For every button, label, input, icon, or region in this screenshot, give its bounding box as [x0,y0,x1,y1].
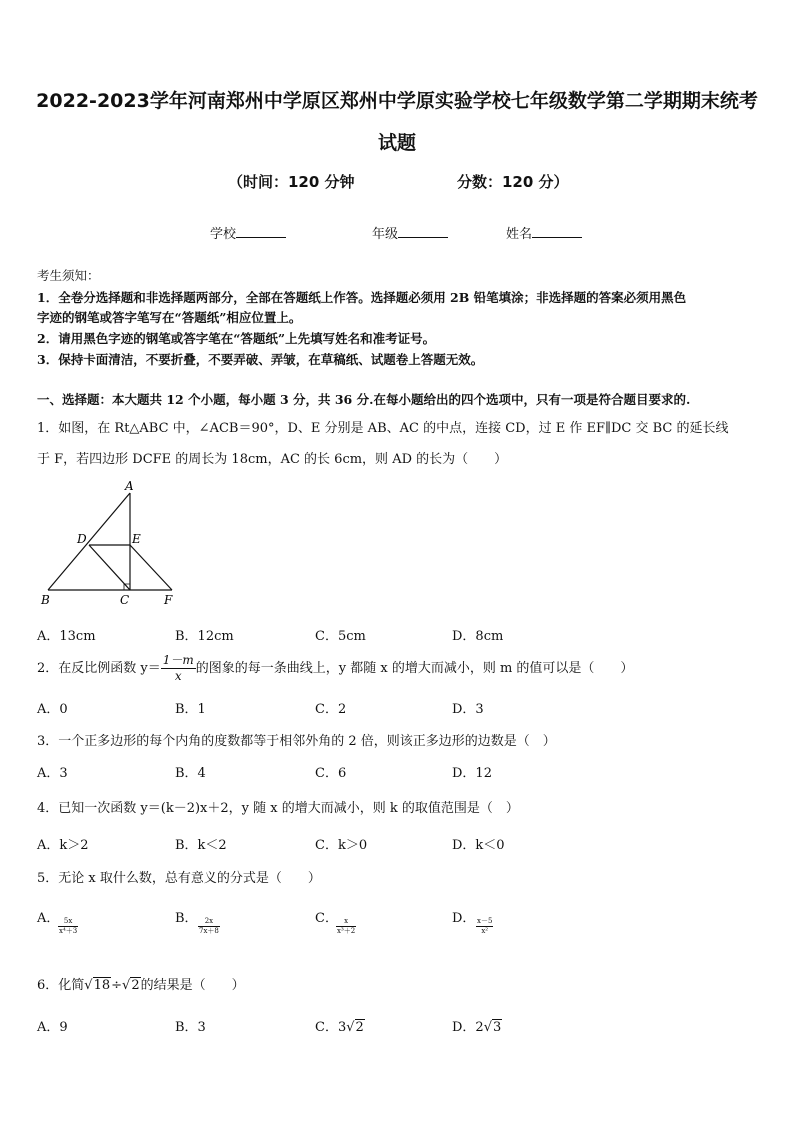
q6-divide: ÷ [111,978,123,993]
q6-suffix: 的结果是（ ） [140,978,245,993]
school-label: 学校 [210,227,237,242]
segment-ab [48,493,130,590]
q5-b-num: 2x [198,917,220,927]
q3-stem: 3．一个正多边形的每个内角的度数都等于相邻外角的 2 倍，则该正多边形的边数是（ ） [37,734,556,749]
q4-option-d: D．k＜0 [452,838,505,853]
q5-d-den: x² [481,927,489,935]
q5-option-c-label: C． [315,911,338,926]
q2-option-c: C．2 [315,702,347,717]
q1-line2: 于 F，若四边形 DCFE 的周长为 18cm，AC 的长 6cm，则 AD 的长为（ ） [37,452,508,467]
q6-option-c-root: 2 [355,1020,364,1035]
q6-option-d: D．2√3 [452,1020,502,1035]
q4-option-a: A．k＞2 [37,838,89,853]
notice-item-3: 3．保持卡面清洁，不要折叠，不要弄破、弄皱，在草稿纸、试题卷上答题无效。 [37,352,484,367]
exam-score: 分数：120 分） [457,173,569,191]
notice-item-2: 2．请用黑色字迹的钢笔或答字笔在“答题纸”上先填写姓名和准考证号。 [37,331,436,346]
q4-option-c: C．k＞0 [315,838,368,853]
school-blank [236,225,286,238]
q6-stem: 6．化简√18÷√2的结果是（ ） [37,978,245,993]
q5-option-d [452,907,475,926]
q5-option-b-fraction [198,917,220,936]
q5-d-num: x－5 [477,917,493,925]
q1-line1: 1．如图，在 Rt△ABC 中，∠ACB＝90°，D、E 分别是 AB、AC 的中点，连接 CD，过 E 作 EF∥DC 交 BC 的延长线 [37,421,729,436]
q1-option-d: D．8cm [452,629,504,644]
school-field [210,223,286,242]
q5-option-c [315,907,338,926]
q1-figure [36,480,186,610]
q5-stem: 5．无论 x 取什么数，总有意义的分式是（ ） [37,871,321,886]
q4-stem: 4．已知一次函数 y＝(k－2)x＋2，y 随 x 的增大而减小，则 k 的取值范围是（ ） [37,801,519,816]
label-a: A [125,480,134,493]
name-field [506,223,582,242]
q6-option-c: C．3√2 [315,1020,364,1035]
segment-dc [89,545,130,590]
q1-option-c: C．5cm [315,629,366,644]
q5-a-num: 5x [58,917,78,927]
segment-ef [130,545,172,590]
q2-stem [37,653,633,684]
label-b: B [41,593,50,607]
q2-frac-num: 1－m [162,653,194,667]
q4-option-b: B．k＜2 [175,838,227,853]
q5-option-b-label: B． [175,911,198,926]
notice-item-1b: 字迹的钢笔或答字笔写在“答题纸”相应位置上。 [37,310,302,325]
q5-option-d-label: D． [452,911,476,926]
q2-fraction [161,653,196,684]
q5-a-den: x⁴＋3 [59,927,78,935]
q5-option-c-fraction [336,917,356,936]
q1-option-b: B．12cm [175,629,234,644]
q2-option-b: B．1 [175,702,206,717]
q5-option-d-fraction [476,917,493,936]
label-e: E [132,532,141,546]
name-blank [532,225,582,238]
grade-label: 年级 [372,227,399,242]
exam-title-line1: 2022-2023学年河南郑州中学原区郑州中学原实验学校七年级数学第二学期期末统考 [36,90,758,112]
notice-item-1a: 1．全卷分选择题和非选择题两部分，全部在答题纸上作答。选择题必须用 2B 铅笔填涂；非选择题的答案必须用黑色 [37,290,687,305]
q6-radicand-2: 2 [131,978,140,993]
q3-option-c: C．6 [315,766,347,781]
label-d: D [77,532,87,546]
grade-blank [398,225,448,238]
label-c: C [120,593,130,607]
q3-option-a: A．3 [37,766,68,781]
q2-frac-den: x [174,669,182,683]
q5-c-num: x [336,917,356,927]
q6-option-a: A．9 [37,1020,68,1035]
q6-option-d-label: D．2 [452,1020,484,1035]
grade-field [372,223,448,242]
q6-option-b: B．3 [175,1020,206,1035]
q1-option-a: A．13cm [37,629,96,644]
q6-prefix: 6．化简 [37,978,85,993]
q5-c-den: x³＋2 [337,927,356,935]
q5-b-den: 7x＋8 [199,927,219,935]
q3-option-d: D．12 [452,766,492,781]
q6-option-d-root: 3 [493,1020,502,1035]
q5-option-a-label: A． [37,911,60,926]
notice-heading: 考生须知： [37,268,100,283]
exam-time: （时间：120 分钟 [228,173,355,191]
q2-option-a: A．0 [37,702,68,717]
name-label: 姓名 [506,227,533,242]
section-heading: 一、选择题：本大题共 12 个小题，每小题 3 分，共 36 分.在每小题给出的四个选项中，只有一项是符合题目要求的. [37,392,691,407]
q2-prefix: 2．在反比例函数 y＝ [37,661,161,676]
q5-option-a [37,907,59,926]
q5-option-b [175,907,198,926]
q6-radicand-1: 18 [93,978,111,993]
q2-option-d: D．3 [452,702,484,717]
exam-title-line2: 试题 [377,132,416,154]
q3-option-b: B．4 [175,766,206,781]
q5-option-a-fraction [58,917,78,936]
q2-suffix: 的图象的每一条曲线上，y 都随 x 的增大而减小，则 m 的值可以是（ ） [195,661,634,676]
q6-option-c-label: C．3 [315,1020,347,1035]
label-f: F [164,593,173,607]
